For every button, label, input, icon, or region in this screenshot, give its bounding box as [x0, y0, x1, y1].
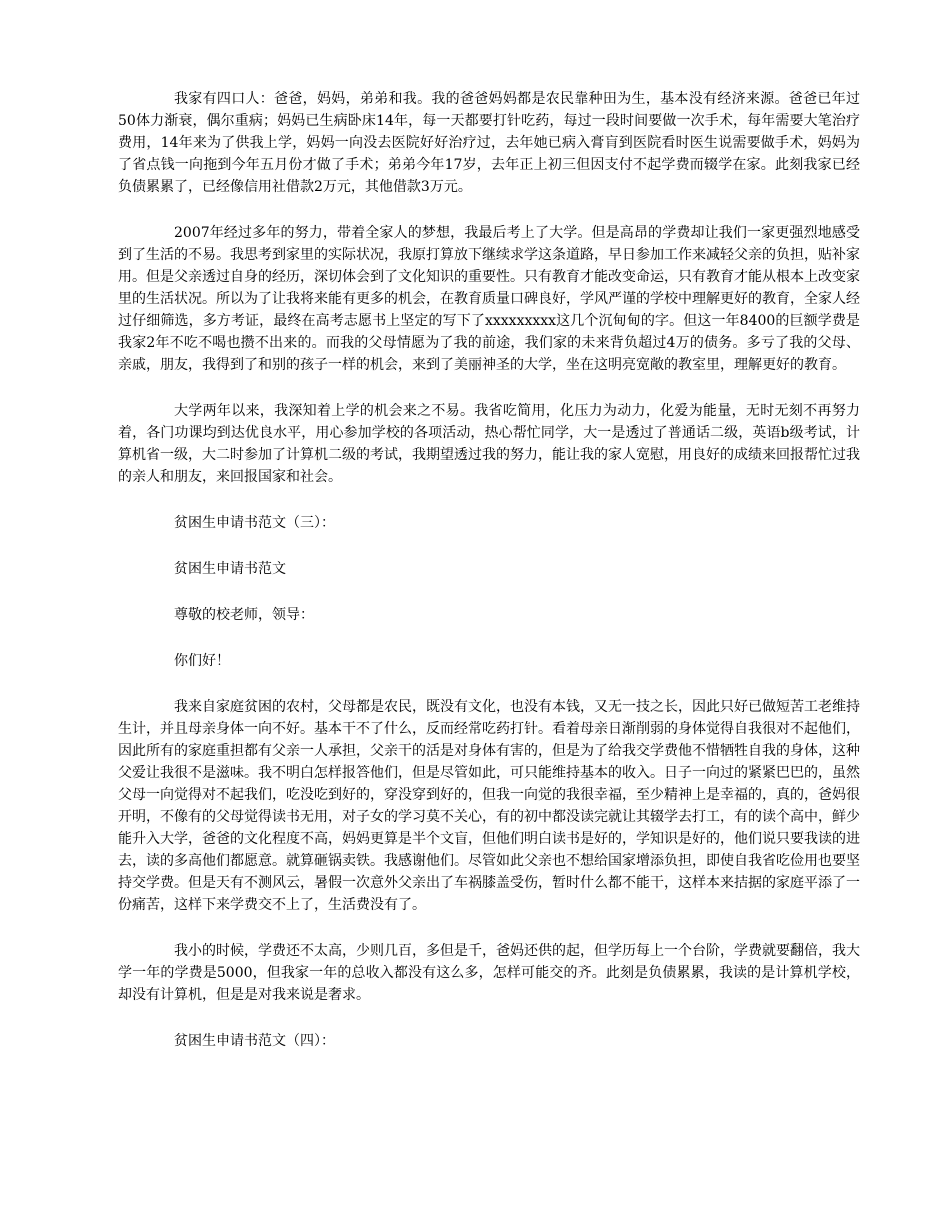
salutation: 尊敬的校老师，领导： — [174, 607, 314, 623]
greeting: 你们好！ — [174, 653, 230, 669]
paragraph-rural-family: 我来自家庭贫困的农村，父母都是农民，既没有文化，也没有本钱，又无一技之长，因此只好已做短苦工老维持生计，并且母亲身体一向不好。基本干不了什么，反而经常吃药打针。看着母亲日渐削弱的身体觉得自我很对不起他们，因此所有的家庭重担都有父亲一人承担，父亲干的活是对身体有害的，但是为了给我交学费他不惜牺牲自我的身体，这种父爱让我很不是滋味。我不明白怎样报答他们，但是尽管如此，可只能维持基本的收入。日子一向过的紧紧巴巴的，虽然父母一向觉得对不起我们，吃没吃到好的，穿没穿到好的，但我一向觉的我很幸福，至少精神上是幸福的，真的，爸妈很开明，不像有的父母觉得读书无用，对子女的学习莫不关心，有的初中都没读完就让其辍学去打工，有的读个高中，鲜少能升入大学，爸爸的文化程度不高，妈妈更算是半个文盲，但他们明白读书是好的，学知识是好的，他们说只要我读的进去，读的多高他们都愿意。就算砸锅卖铁。我感谢他们。尽管如此父亲也不想给国家增添负担，即使自我省吃俭用也要坚持交学费。但是天有不测风云，暑假一次意外父亲出了车祸膝盖受伤，暂时什么都不能干，这样本来拮据的家庭平添了一份痛苦，这样下来学费交不上了，生活费没有了。 — [118, 699, 860, 913]
paragraph-tuition-burden: 我小的时候，学费还不太高，少则几百，多但是千，爸妈还供的起，但学历每上一个台阶，学费就要翻倍，我大学一年的学费是5000，但我家一年的总收入都没有这么多，怎样可能交的齐。此刻是负债累累，我读的是计算机学校，却没有计算机，但是是对我来说是奢求。 — [118, 943, 860, 1003]
paragraph-family-situation: 我家有四口人：爸爸，妈妈，弟弟和我。我的爸爸妈妈都是农民靠种田为生，基本没有经济来源。爸爸已年过50体力渐衰，偶尔重病；妈妈已生病卧床14年，每一天都要打针吃药，每过一段时间要做一次手术，每年需要大笔治疗费用，14年来为了供我上学，妈妈一向没去医院好好治疗过，去年她已病入膏肓到医院看时医生说需要做手术，妈妈为了省点钱一向拖到今年五月份才做了手术；弟弟今年17岁，去年正上初三但因支付不起学费而辍学在家。此刻我家已经负债累累了，已经像信用社借款2万元，其他借款3万元。 — [118, 91, 860, 195]
document-page — [118, 88, 860, 1052]
section-heading-four: 贫困生申请书范文（四）： — [174, 1033, 335, 1049]
section-heading-three: 贫困生申请书范文（三）： — [174, 515, 335, 531]
document-title: 贫困生申请书范文 — [174, 561, 286, 577]
paragraph-college-admission: 2007年经过多年的努力，带着全家人的梦想，我最后考上了大学。但是高昂的学费却让我们一家更强烈地感受到了生活的不易。我思考到家里的实际状况，我原打算放下继续求学这条道路，早日参加工作来减轻父亲的负担，贴补家用。但是父亲透过自身的经历，深切体会到了文化知识的重要性。只有教育才能改变命运，只有教育才能从根本上改变家里的生活状况。所以为了让我将来能有更多的机会，在教育质量口碑良好，学风严谨的学校中理解更好的教育，全家人经过仔细筛选，多方考证，最终在高考志愿书上坚定的写下了xxxxxxxxx这几个沉甸甸的字。但这一年8400的巨额学费是我家2年不吃不喝也攒不出来的。而我的父母情愿为了我的前途，我们家的未来背负超过4万的债务。多亏了我的父母、亲戚，朋友，我得到了和别的孩子一样的机会，来到了美丽神圣的大学，坐在这明亮宽敞的教室里，理解更好的教育。 — [118, 225, 860, 373]
paragraph-university-effort: 大学两年以来，我深知着上学的机会来之不易。我省吃简用，化压力为动力，化爱为能量，无时无刻不再努力着，各门功课均到达优良水平，用心参加学校的各项活动，热心帮忙同学，大一是透过了普通话二级，英语b级考试，计算机省一级，大二时参加了计算机二级的考试，我期望透过我的努力，能让我的家人宽慰，用良好的成绩来回报帮忙过我的亲人和朋友，来回报国家和社会。 — [118, 403, 860, 485]
